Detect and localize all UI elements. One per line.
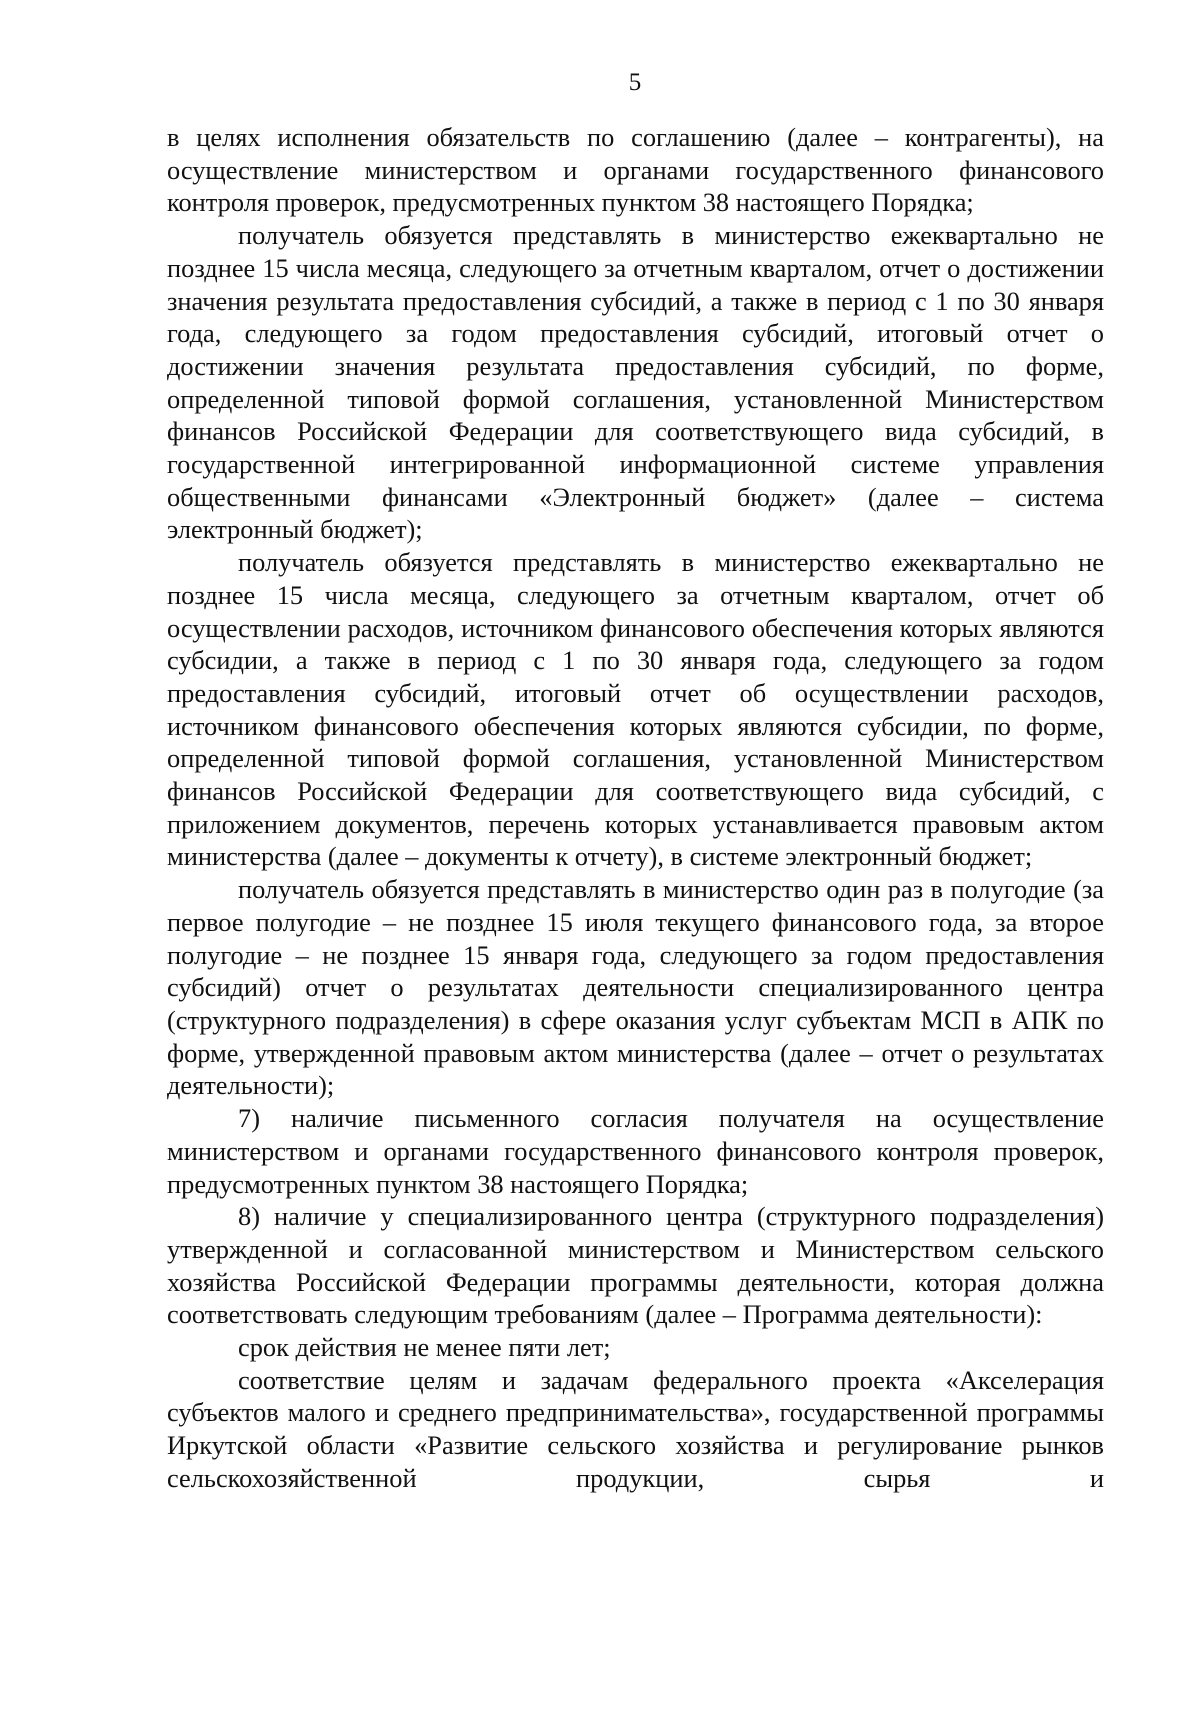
- paragraph: получатель обязуется представлять в министерство один раз в полугодие (за первое полугодие – не позднее 15 июля текущего финансового года, за второе полугодие – не позднее 15 января года, следующего за годом предоставления субсидий) отчет о результатах деятельности специализированного центра (структурного подразделения) в сфере оказания услуг субъектам МСП в АПК по форме, утвержденной правовым актом министерства (далее – отчет о результатах деятельности);: [167, 874, 1104, 1101]
- paragraph: получатель обязуется представлять в министерство ежеквартально не позднее 15 числа месяца, следующего за отчетным кварталом, отчет о достижении значения результата предоставления субсидий, а также в период с 1 по 30 января года, следующего за годом предоставления субсидий, итоговый отчет о достижении значения результата предоставления субсидий, по форме, определенной типовой формой соглашения, установленной Министерством финансов Российской Федерации для соответствующего вида субсидий, в государственной интегрированной информационной системе управления общественными финансами «Электронный бюджет» (далее – система электронный бюджет);: [167, 220, 1104, 545]
- paragraph: срок действия не менее пяти лет;: [238, 1332, 611, 1363]
- document-body: [167, 121, 1104, 1495]
- paragraph: в целях исполнения обязательств по соглашению (далее – контрагенты), на осуществление министерством и органами государственного финансового контроля проверок, предусмотренных пунктом 38 настоящего Порядка;: [167, 122, 1104, 218]
- page-number: 5: [628, 69, 642, 96]
- paragraph: 8) наличие у специализированного центра (структурного подразделения) утвержденной и согласованной министерством и Министерством сельского хозяйства Российской Федерации программы деятельности, которая должна соответствовать следующим требованиям (далее – Программа деятельности):: [167, 1201, 1104, 1330]
- paragraph: соответствие целям и задачам федерального проекта «Акселерация субъектов малого и среднего предпринимательства», государственной программы Иркутской области «Развитие сельского хозяйства и регулирование рынков сельскохозяйственной продукции, сырья и: [167, 1364, 1104, 1493]
- paragraph: получатель обязуется представлять в министерство ежеквартально не позднее 15 числа месяца, следующего за отчетным кварталом, отчет об осуществлении расходов, источником финансового обеспечения которых являются субсидии, а также в период с 1 по 30 января года, следующего за годом предоставления субсидий, итоговый отчет об осуществлении расходов, источником финансового обеспечения которых являются субсидии, по форме, определенной типовой формой соглашения, установленной Министерством финансов Российской Федерации для соответствующего вида субсидий, с приложением документов, перечень которых устанавливается правовым актом министерства (далее – документы к отчету), в системе электронный бюджет;: [167, 547, 1104, 872]
- paragraph: 7) наличие письменного согласия получателя на осуществление министерством и органами государственного финансового контроля проверок, предусмотренных пунктом 38 настоящего Порядка;: [167, 1103, 1104, 1199]
